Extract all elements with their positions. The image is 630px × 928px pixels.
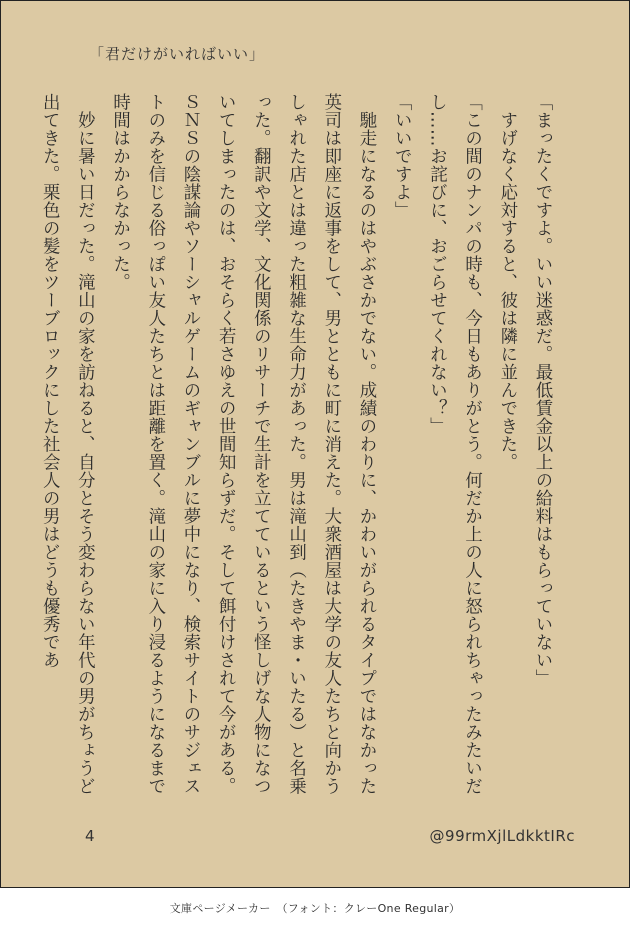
vertical-body-text — [39, 93, 559, 811]
paragraph: 妙に暑い日だった。滝山の家を訪ねると、自分とそう変わらない年代の男がちょうど出てきた。栗色の髪をツーブロックにした社会人の男はどうも優秀であ — [39, 93, 95, 795]
paragraph: 「まったくですよ。いい迷惑だ。最低賃金以上の給料はもらっていない」 — [532, 93, 552, 687]
generator-credit: 文庫ページメーカー （フォント：クレーOne Regular） — [169, 902, 461, 915]
paragraph: 「この間のナンパの時も、今日もありがとう。何だか上の人に怒られちゃったみたいだし……お詫びに、おごらせてくれない？」 — [426, 93, 482, 795]
paragraph: 馳走になるのはやぶさかでない。成績のわりに、かわいがられるタイプではなかった英司は即座に返事をして、男とともに町に消えた。大衆酒屋は大学の友人たちと向かうしゃれた店とは違った粗雑な生命力があった。男は滝山到（たきやま・いたる）と名乗った。翻訳や文学、文化関係のリサーチで生計を立てているという怪しげな人物になついてしまったのは、おそらく若さゆえの世間知らずだ。そして餌付けされて今がある。ＳＮＳの陰謀論やソーシャルゲームのギャンブルに夢中になり、検索サイトのサジェストのみを信じる俗っぽい友人たちとは距離を置く。滝山の家に入り浸るようになるまで時間はかからなかった。 — [109, 93, 376, 795]
paragraph: すげなく応対すると、彼は隣に並んできた。 — [496, 93, 517, 471]
page-number: 4 — [85, 827, 95, 845]
chapter-title: 「君だけがいればいい」 — [89, 45, 266, 63]
author-handle: @99rmXjlLdkktIRc — [429, 827, 575, 845]
paragraph: 「いいですよ」 — [391, 93, 412, 219]
